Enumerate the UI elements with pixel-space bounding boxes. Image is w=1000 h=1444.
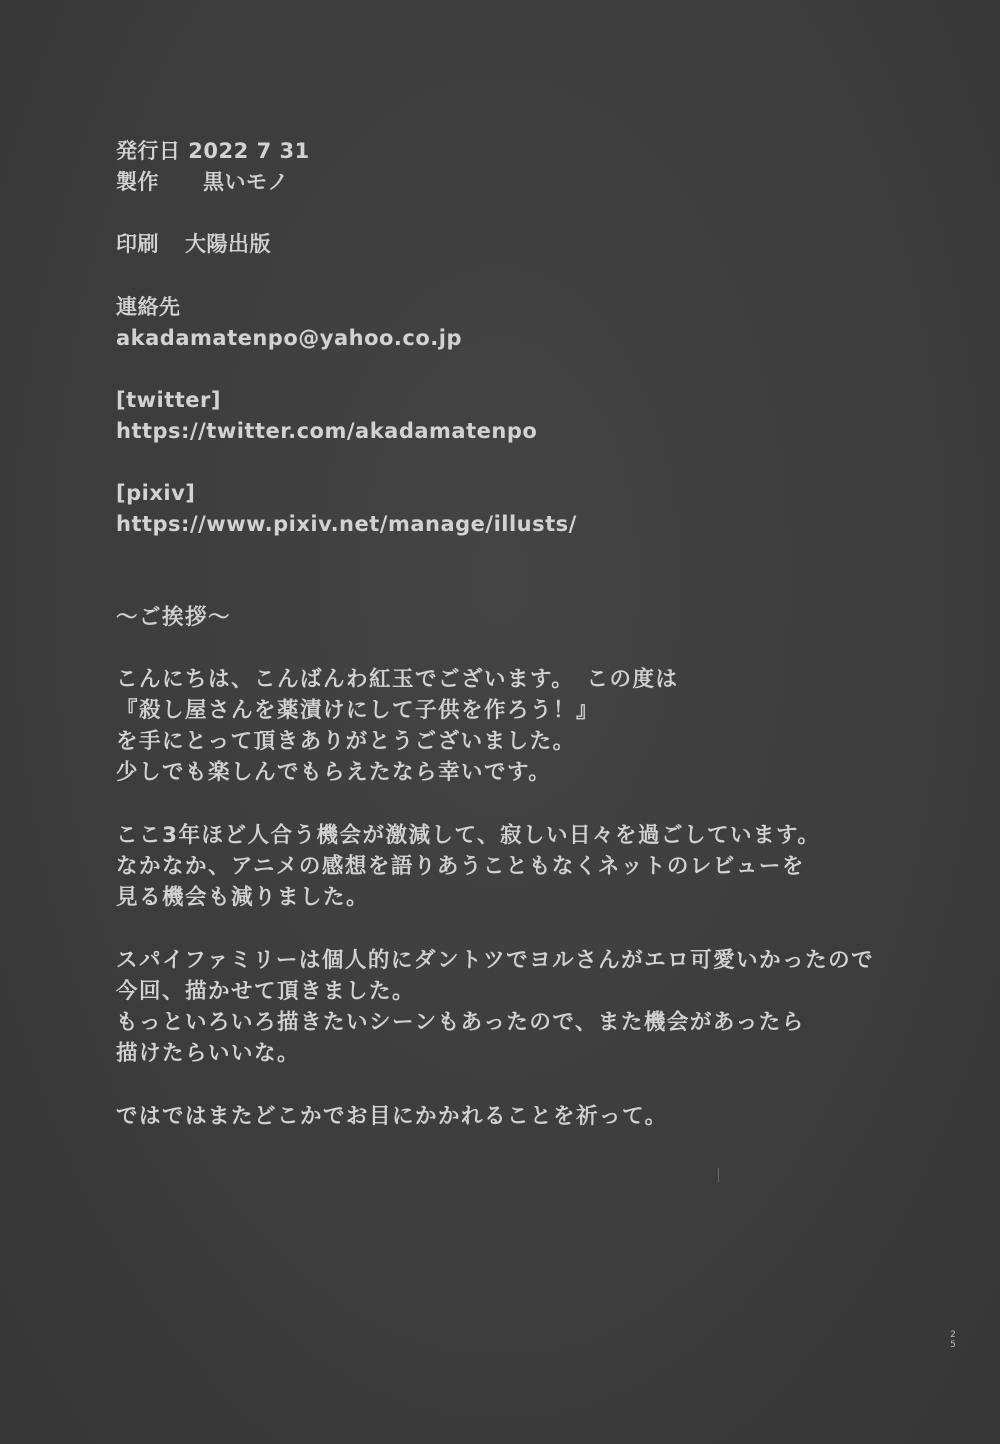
- greeting-line: 『殺し屋さんを薬漬けにして子供を作ろう！』: [116, 698, 600, 723]
- greeting-line: 描けたらいいな。: [116, 1041, 301, 1066]
- producer-label: 製作: [116, 170, 159, 194]
- greeting-line: を手にとって頂きありがとうございました。: [116, 729, 576, 754]
- greeting-heading: 〜ご挨拶〜: [116, 605, 232, 630]
- greeting-line: こんにちは、こんばんわ紅玉でございます。 この度は: [116, 667, 679, 692]
- printer-line: [116, 229, 271, 259]
- page-number: [948, 1330, 958, 1350]
- greeting-line: 少しでも楽しんでもらえたなら幸いです。: [116, 760, 552, 785]
- page-number-digit: 2: [950, 1330, 956, 1340]
- printer-value: 大陽出版: [185, 232, 271, 256]
- printer-label: 印刷: [116, 232, 159, 256]
- greeting-line: なかなか、アニメの感想を語りあうこともなくネットのレビューを: [116, 854, 805, 879]
- issue-date: 発行日 2022 7 31: [116, 139, 310, 163]
- greeting-line: 今回、描かせて頂きました。: [116, 979, 416, 1004]
- contact-label: 連絡先: [116, 295, 181, 319]
- greeting-line: もっといろいろ描きたいシーンもあったので、また機会があったら: [116, 1010, 805, 1035]
- twitter-url: https://twitter.com/akadamatenpo: [116, 419, 538, 443]
- page-number-digit: 5: [950, 1340, 956, 1350]
- pixiv-url: https://www.pixiv.net/manage/illusts/: [116, 512, 577, 536]
- pixiv-label: [pixiv]: [116, 481, 196, 505]
- greeting-line: ではではまたどこかでお目にかかれることを祈って。: [116, 1104, 668, 1129]
- producer-line: [116, 167, 289, 197]
- contact-email: akadamatenpo@yahoo.co.jp: [116, 326, 462, 350]
- greeting-line: ここ3年ほど人合う機会が激減して、寂しい日々を過ごしています。: [116, 823, 821, 848]
- greeting-line: スパイファミリーは個人的にダントツでヨルさんがエロ可愛いかったので: [116, 948, 875, 973]
- paper-speck: [718, 1168, 719, 1182]
- twitter-label: [twitter]: [116, 388, 222, 412]
- greeting-line: 見る機会も減りました。: [116, 885, 370, 910]
- producer-value: 黒いモノ: [203, 170, 289, 194]
